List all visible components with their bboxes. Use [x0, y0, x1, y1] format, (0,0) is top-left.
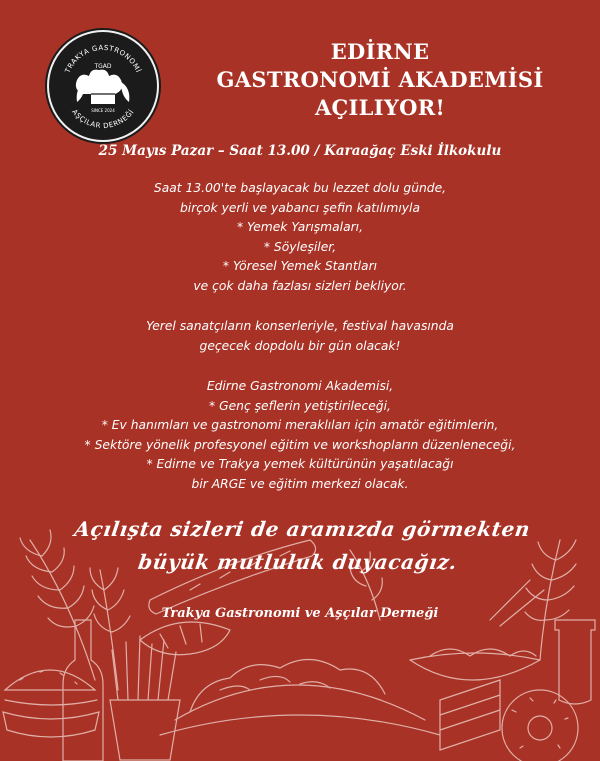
text-line: Edirne Gastronomi Akademisi, — [206, 379, 394, 393]
list-item: * Söyleşiler, — [263, 239, 337, 254]
text-line: Yerel sanatçıların konserleriyle, festival havasında — [146, 319, 454, 333]
text-line: Saat 13.00'te başlayacak bu lezzet dolu günde, — [153, 181, 447, 195]
list-item: * Yöresel Yemek Stantları — [222, 259, 378, 273]
logo-abbr: TGAD — [94, 63, 112, 70]
list-item: * Genç şeflerin yetiştirileceği, — [209, 398, 391, 413]
text-line: Açılışta sizleri de aramızda görmekten — [72, 517, 532, 541]
logo-since: SINCE 2024 — [91, 108, 115, 113]
list-item: * Sektöre yönelik profesyonel eğitim ve workshopların düzenleneceği, — [84, 437, 516, 452]
page-title — [160, 38, 600, 122]
logo-arc-bottom-text: AŞÇILAR DERNEĞİ — [70, 107, 136, 131]
list-item: * Yemek Yarışmaları, — [236, 220, 363, 234]
text-line: bir ARGE ve eğitim merkezi olacak. — [191, 476, 409, 491]
association-logo — [47, 30, 159, 142]
academy-paragraph — [0, 377, 600, 494]
text-line: geçecek dopdolu bir gün olacak! — [199, 338, 401, 353]
program-paragraph — [0, 179, 600, 296]
title-line: GASTRONOMİ AKADEMİSİ — [216, 67, 544, 92]
text-line: büyük mutluluk duyacağız. — [136, 550, 459, 574]
event-dateline: 25 Mayıs Pazar – Saat 13.00 / Karaağaç Eski İlkokulu — [98, 143, 502, 159]
list-item: * Ev hanımları ve gastronomi meraklıları için amatör eğitimlerin, — [101, 418, 499, 432]
concert-paragraph — [0, 317, 600, 356]
leaf-right-icon — [121, 82, 129, 102]
text-line: birçok yerli ve yabancı şefin katılımıyla — [180, 200, 420, 215]
title-line: AÇILIYOR! — [314, 95, 446, 120]
organizer-signature: Trakya Gastronomi ve Aşçılar Derneği — [161, 606, 439, 621]
list-item: * Edirne ve Trakya yemek kültürünün yaşatılacağı — [146, 457, 454, 471]
closing-message — [0, 513, 600, 579]
text-line: ve çok daha fazlası sizleri bekliyor. — [193, 278, 407, 293]
title-line: EDİRNE — [330, 39, 430, 64]
logo-arc-top-text: TRAKYA GASTRONOMİ — [63, 43, 143, 75]
